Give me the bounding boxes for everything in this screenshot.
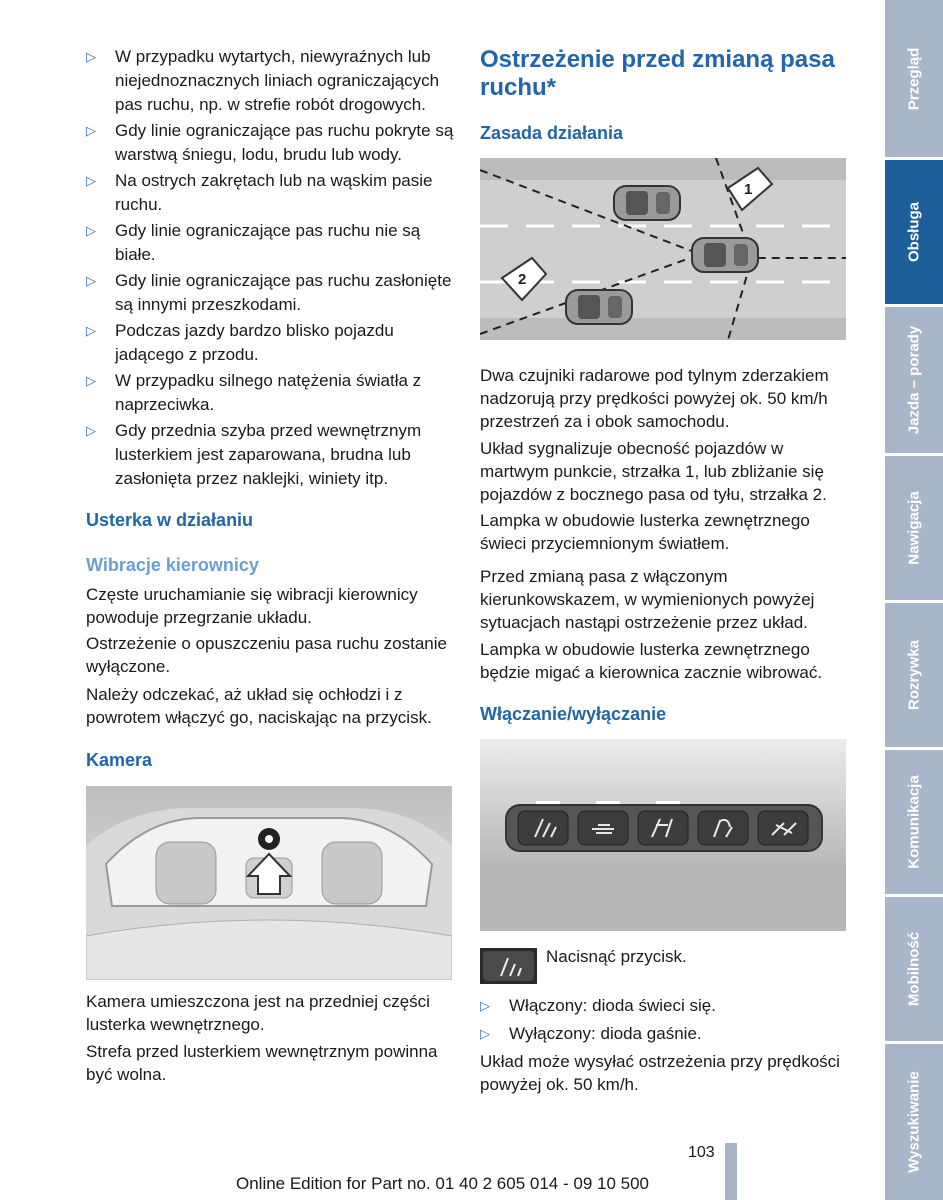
list-item-text: Gdy przednia szyba przed wewnętrznym lusterkiem jest zaparowana, brudna lub zasłonięta przez naklejki, winiety itp. [115, 421, 422, 488]
list-item [86, 369, 454, 417]
tab-nawigacja[interactable] [885, 456, 943, 600]
tab-label: Nawigacja [905, 491, 923, 565]
list-item [86, 219, 454, 267]
camera-figure [86, 786, 452, 980]
tab-obsluga[interactable] [885, 160, 943, 304]
car-icon [566, 290, 632, 324]
list-item [480, 1022, 848, 1046]
list-item-text: Na ostrych zakrętach lub na wąskim pasie ruchu. [115, 171, 433, 214]
triangle-bullet-icon: ▷ [86, 373, 96, 388]
car-icon [614, 186, 680, 220]
triangle-bullet-icon: ▷ [480, 998, 490, 1013]
tab-label: Przegląd [905, 47, 923, 110]
list-item [86, 319, 454, 367]
tab-komunikacja[interactable] [885, 750, 943, 894]
paragraph: Lampka w obudowie lusterka zewnętrznego będzie migać a kierownica zacznie wibrować. [480, 640, 823, 682]
paragraph: Strefa przed lusterkiem wewnętrznym powinna być wolna. [86, 1042, 438, 1084]
press-button-text: Nacisnąć przycisk. [546, 947, 687, 966]
tab-label: Obsługa [905, 201, 923, 263]
triangle-bullet-icon: ▷ [86, 323, 96, 338]
triangle-bullet-icon: ▷ [86, 123, 96, 138]
lane-change-diagram [480, 158, 846, 340]
paragraph: Lampka w obudowie lusterka zewnętrznego świeci przyciemnionym światłem. [480, 511, 810, 553]
tab-przeglad[interactable] [885, 0, 943, 157]
paragraph: Układ sygnalizuje obecność pojazdów w martwym punkcie, strzałka 1, lub zbliżanie się pojazdów z bocznego pasa od tyłu, strzałka 2. [480, 439, 827, 504]
tab-rozrywka[interactable] [885, 603, 943, 747]
list-item [86, 119, 454, 167]
paragraph: Przed zmianą pasa z włączonym kierunkowskazem, w wymienionych powyżej sytuacjach nastąpi ostrzeżenie przez układ. [480, 567, 815, 632]
list-item [480, 994, 848, 1018]
tab-jazda-porady[interactable] [885, 307, 943, 453]
list-item-text: Wyłączony: dioda gaśnie. [509, 1024, 702, 1043]
paragraph: Należy odczekać, aż układ się ochłodzi i z powrotem włączyć go, naciskając na przycisk. [86, 685, 432, 727]
list-item-text: Gdy linie ograniczające pas ruchu zasłonięte są innymi przeszkodami. [115, 271, 452, 314]
list-item [86, 45, 454, 117]
list-item-text: W przypadku silnego natężenia światła z naprzeciwka. [115, 371, 422, 414]
tab-wyszukiwanie[interactable] [885, 1044, 943, 1200]
page-number: 103 [688, 1144, 715, 1161]
list-item [86, 269, 454, 317]
triangle-bullet-icon: ▷ [86, 49, 96, 64]
list-item-text: W przypadku wytartych, niewyraźnych lub niejednoznacznych liniach ograniczających pas ruchu, np. w strefie robót drogowych. [115, 47, 440, 114]
list-item [86, 419, 454, 491]
tab-label: Rozrywka [905, 639, 923, 711]
triangle-bullet-icon: ▷ [480, 1026, 490, 1041]
triangle-bullet-icon: ▷ [86, 423, 96, 438]
heading-malfunction: Usterka w działaniu [86, 510, 254, 530]
paragraph: Ostrzeżenie o opuszczeniu pasa ruchu zostanie wyłączone. [86, 634, 447, 676]
triangle-bullet-icon: ▷ [86, 223, 96, 238]
list-item-text: Włączony: dioda świeci się. [509, 996, 716, 1015]
list-item [86, 169, 454, 217]
paragraph: Kamera umieszczona jest na przedniej części lusterka wewnętrznego. [86, 992, 430, 1034]
paragraph: Układ może wysyłać ostrzeżenia przy prędkości powyżej ok. 50 km/h. [480, 1052, 840, 1094]
tab-label: Jazda – porady [905, 325, 923, 435]
paragraph: Dwa czujniki radarowe pod tylnym zderzakiem nadzorują przy prędkości powyżej ok. 50 km/h przestrzeń za i obok samochodu. [480, 366, 829, 431]
tab-label: Mobilność [905, 931, 923, 1007]
footer: Online Edition for Part no. 01 40 2 605 014 - 09 10 500 [235, 1174, 649, 1193]
heading-vibration: Wibracje kierownicy [86, 555, 259, 575]
triangle-bullet-icon: ▷ [86, 273, 96, 288]
chapter-tabs [885, 0, 943, 1200]
paragraph: Częste uruchamianie się wibracji kierownicy powoduje przegrzanie układu. [86, 585, 418, 627]
tab-mobilnosc[interactable] [885, 897, 943, 1041]
list-item-text: Podczas jazdy bardzo blisko pojazdu jadącego z przodu. [115, 321, 394, 364]
button-panel-figure [480, 739, 846, 931]
diagram-label-1: 1 [744, 181, 753, 198]
tab-label: Wyszukiwanie [905, 1071, 923, 1173]
list-item-text: Gdy linie ograniczające pas ruchu pokryte są warstwą śniegu, lodu, brudu lub wody. [115, 121, 454, 164]
heading-on-off: Włączanie/wyłączanie [480, 704, 667, 724]
heading-camera: Kamera [86, 750, 153, 770]
section-title: Ostrzeżenie przed zmianą pasa ruchu* [480, 46, 835, 101]
diagram-label-2: 2 [518, 271, 527, 288]
tab-label: Komunikacja [905, 775, 923, 869]
lane-change-warning-button[interactable] [480, 948, 537, 984]
heading-principle: Zasada działania [480, 123, 624, 143]
car-icon [692, 238, 758, 272]
list-item-text: Gdy linie ograniczające pas ruchu nie są białe. [115, 221, 421, 264]
triangle-bullet-icon: ▷ [86, 173, 96, 188]
